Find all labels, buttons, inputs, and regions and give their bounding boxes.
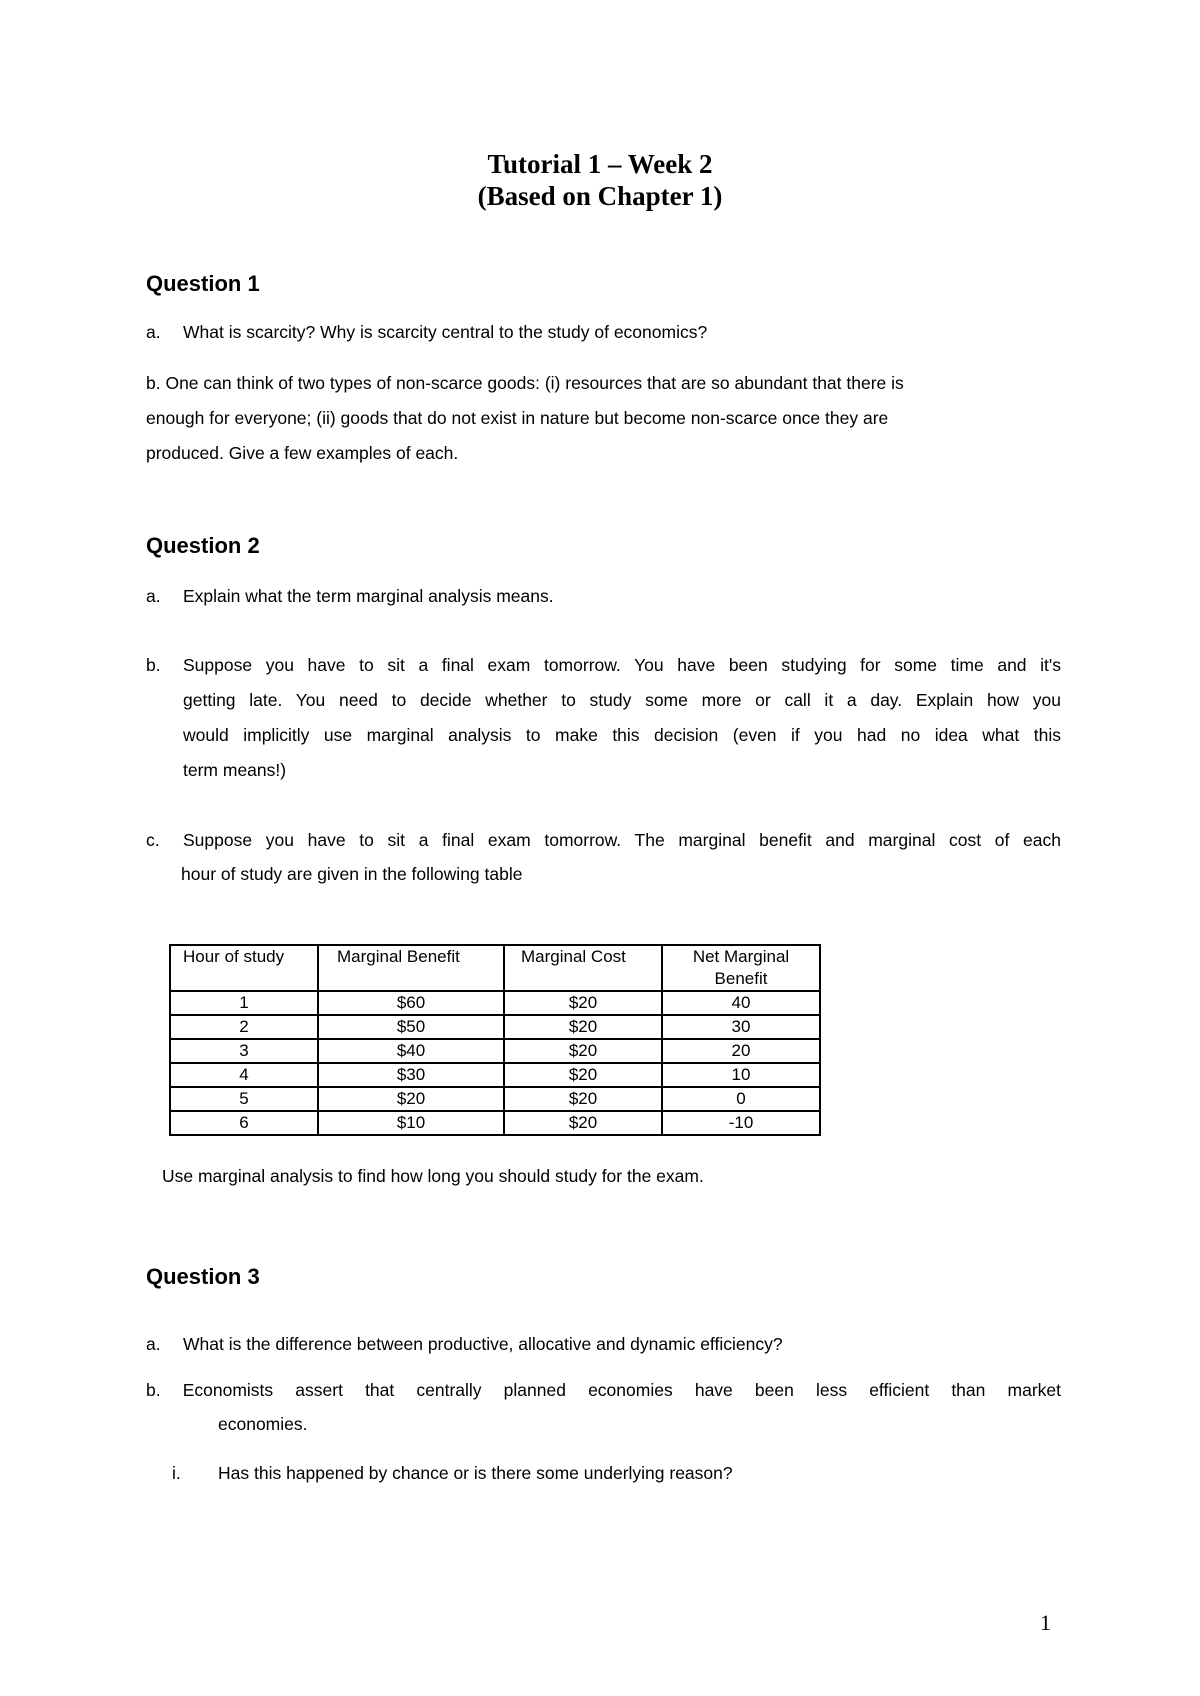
page-number: 1 — [1040, 1610, 1051, 1635]
header-marginal-benefit: Marginal Benefit — [318, 945, 504, 991]
q1-b-line-1: b. One can think of two types of non-scarce goods: (i) resources that are so abundant that there is — [146, 373, 904, 393]
q3-b-line-1: b. Economists assert that centrally planned economies have been less efficient than market — [146, 1380, 1061, 1400]
header-net-marginal-benefit: Net Marginal Benefit — [662, 945, 820, 991]
q1-a-text: What is scarcity? Why is scarcity central to the study of economics? — [183, 322, 708, 342]
cell-hour: 4 — [170, 1063, 318, 1087]
q2-c-line-1: Suppose you have to sit a final exam tomorrow. The marginal benefit and marginal cost of each — [183, 830, 1061, 850]
q1-b-line-3: produced. Give a few examples of each. — [146, 443, 459, 463]
cell-hour: 6 — [170, 1111, 318, 1135]
cell-marginal-cost: $20 — [504, 991, 662, 1015]
cell-marginal-benefit: $10 — [318, 1111, 504, 1135]
cell-net-marginal-benefit: 0 — [662, 1087, 820, 1111]
table-row — [170, 991, 820, 1015]
cell-marginal-benefit: $30 — [318, 1063, 504, 1087]
cell-hour: 5 — [170, 1087, 318, 1111]
table-row — [170, 1111, 820, 1135]
q1-b-line-2: enough for everyone; (ii) goods that do not exist in nature but become non-scarce once they are — [146, 408, 889, 428]
cell-marginal-benefit: $40 — [318, 1039, 504, 1063]
cell-net-marginal-benefit: 40 — [662, 991, 820, 1015]
cell-net-marginal-benefit: 30 — [662, 1015, 820, 1039]
cell-marginal-cost: $20 — [504, 1111, 662, 1135]
page-title: Tutorial 1 – Week 2 — [487, 149, 713, 179]
table-row — [170, 1039, 820, 1063]
cell-net-marginal-benefit: 20 — [662, 1039, 820, 1063]
question-2-heading: Question 2 — [146, 533, 260, 558]
page-subtitle: (Based on Chapter 1) — [477, 181, 723, 211]
cell-marginal-cost: $20 — [504, 1063, 662, 1087]
q2-b-line-2: getting late. You need to decide whether to study some more or call it a day. Explain how you — [183, 690, 1061, 710]
cell-marginal-cost: $20 — [504, 1087, 662, 1111]
q2-c-label: c. — [146, 830, 160, 850]
q3-b-line-2: economies. — [218, 1414, 308, 1434]
header-hour-of-study: Hour of study — [170, 945, 318, 991]
q2-b-label: b. — [146, 655, 161, 675]
q2-after-table-text: Use marginal analysis to find how long you should study for the exam. — [162, 1166, 704, 1186]
q1-a-label: a. — [146, 322, 161, 342]
cell-marginal-cost: $20 — [504, 1039, 662, 1063]
header-marginal-cost: Marginal Cost — [504, 945, 662, 991]
q3-a-text: What is the difference between productive, allocative and dynamic efficiency? — [183, 1334, 783, 1354]
table-row — [170, 1015, 820, 1039]
question-3-heading: Question 3 — [146, 1264, 260, 1289]
cell-hour: 1 — [170, 991, 318, 1015]
q2-c-line-2: hour of study are given in the following table — [181, 864, 523, 884]
table-header-row — [170, 945, 820, 991]
q3-i-text: Has this happened by chance or is there some underlying reason? — [218, 1463, 733, 1483]
q2-b-line-3: would implicitly use marginal analysis to make this decision (even if you had no idea what this — [183, 725, 1061, 745]
cell-marginal-cost: $20 — [504, 1015, 662, 1039]
table-row — [170, 1063, 820, 1087]
q2-b-line-1: Suppose you have to sit a final exam tomorrow. You have been studying for some time and it's — [183, 655, 1061, 675]
q2-a-text: Explain what the term marginal analysis means. — [183, 586, 554, 606]
cell-net-marginal-benefit: -10 — [662, 1111, 820, 1135]
table-row — [170, 1087, 820, 1111]
q2-b-line-4: term means!) — [183, 760, 287, 780]
q2-a-label: a. — [146, 586, 161, 606]
cell-net-marginal-benefit: 10 — [662, 1063, 820, 1087]
cell-marginal-benefit: $60 — [318, 991, 504, 1015]
marginal-analysis-table — [169, 944, 821, 1136]
cell-hour: 3 — [170, 1039, 318, 1063]
cell-hour: 2 — [170, 1015, 318, 1039]
q3-a-label: a. — [146, 1334, 161, 1354]
cell-marginal-benefit: $20 — [318, 1087, 504, 1111]
question-1-heading: Question 1 — [146, 271, 260, 296]
q3-i-label: i. — [172, 1463, 181, 1483]
cell-marginal-benefit: $50 — [318, 1015, 504, 1039]
